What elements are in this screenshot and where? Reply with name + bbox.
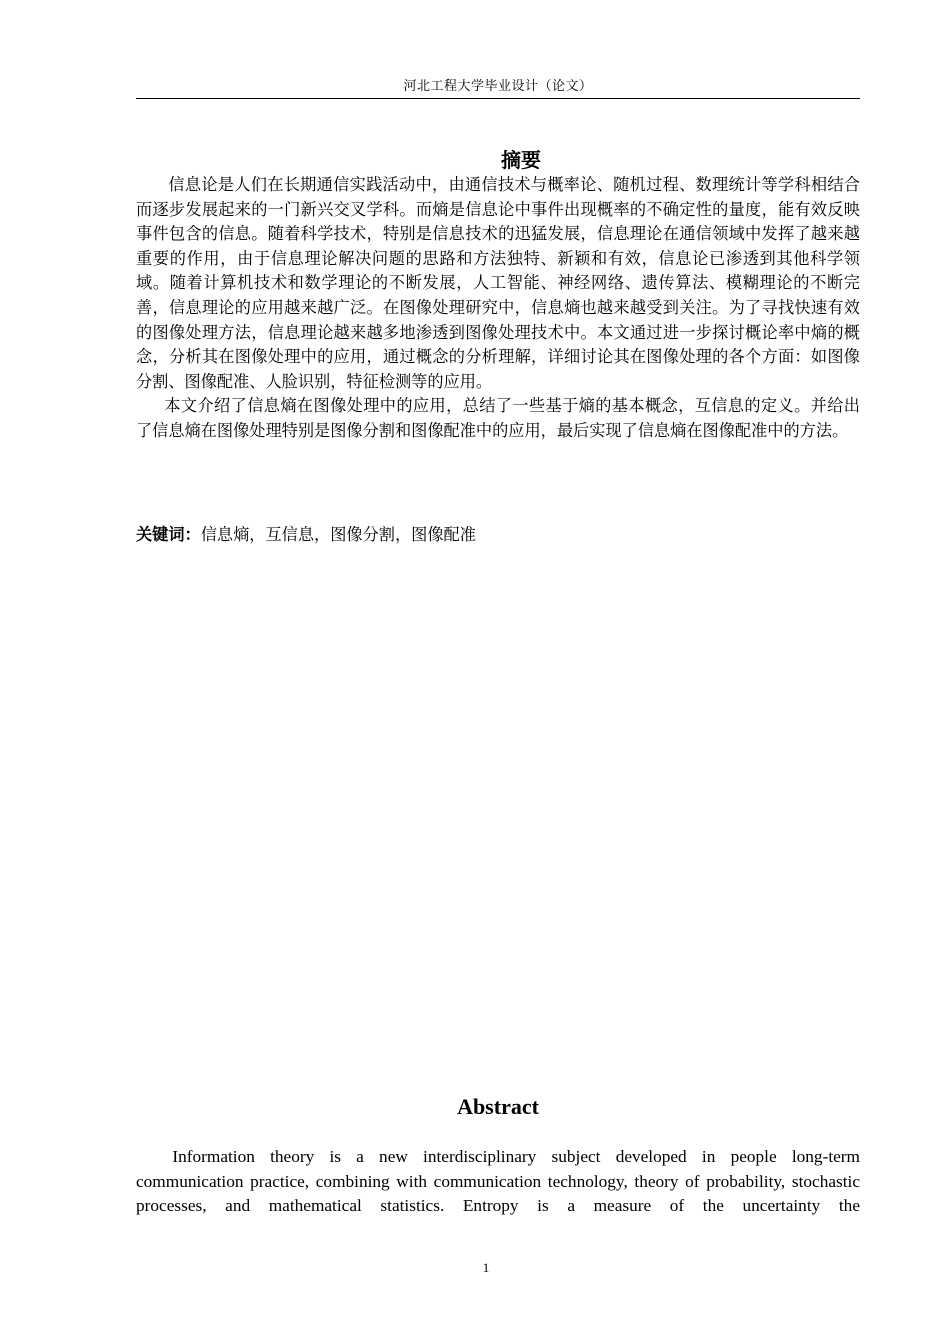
abstract-zh-title: 摘要	[501, 148, 541, 172]
abstract-en-title: Abstract	[457, 1094, 539, 1119]
abstract-en-paragraph: Information theory is a new interdisciplinary subject developed in people long-term communication practice, combining with communication technology, theory of probability, stochastic processes, and mathematical statistics. Entropy is a measure of the uncertainty the	[136, 1147, 860, 1216]
abstract-zh-paragraph-2: 本文介绍了信息熵在图像处理中的应用，总结了一些基于熵的基本概念，互信息的定义。并给出了信息熵在图像处理特别是图像分割和图像配准中的应用，最后实现了信息熵在图像配准中的方法。	[136, 396, 860, 440]
keywords-text: 信息熵，互信息，图像分割，图像配准	[200, 525, 476, 544]
abstract-zh-body	[136, 173, 860, 444]
keywords-label: 关键词：	[136, 525, 201, 544]
page-number: 1	[482, 1260, 490, 1275]
header-text: 河北工程大学毕业设计（论文）	[403, 79, 593, 94]
page-header	[136, 78, 860, 99]
keywords-line	[136, 523, 860, 547]
abstract-zh-paragraph-1: 信息论是人们在长期通信实践活动中，由通信技术与概率论、随机过程、数理统计等学科相结合而逐步发展起来的一门新兴交叉学科。而熵是信息论中事件出现概率的不确定性的量度，能有效反映事件包含的信息。随着科学技术，特别是信息技术的迅猛发展，信息理论在通信领域中发挥了越来越重要的作用，由于信息理论解决问题的思路和方法独特、新颖和有效，信息论已渗透到其他科学领域。随着计算机技术和数学理论的不断发展，人工智能、神经网络、遗传算法、模糊理论的不断完善，信息理论的应用越来越广泛。在图像处理研究中，信息熵也越来越受到关注。为了寻找快速有效的图像处理方法，信息理论越来越多地渗透到图像处理技术中。本文通过进一步探讨概论率中熵的概念，分析其在图像处理中的应用，通过概念的分析理解，详细讨论其在图像处理的各个方面：如图像分割、图像配准、人脸识别，特征检测等的应用。	[136, 175, 860, 391]
